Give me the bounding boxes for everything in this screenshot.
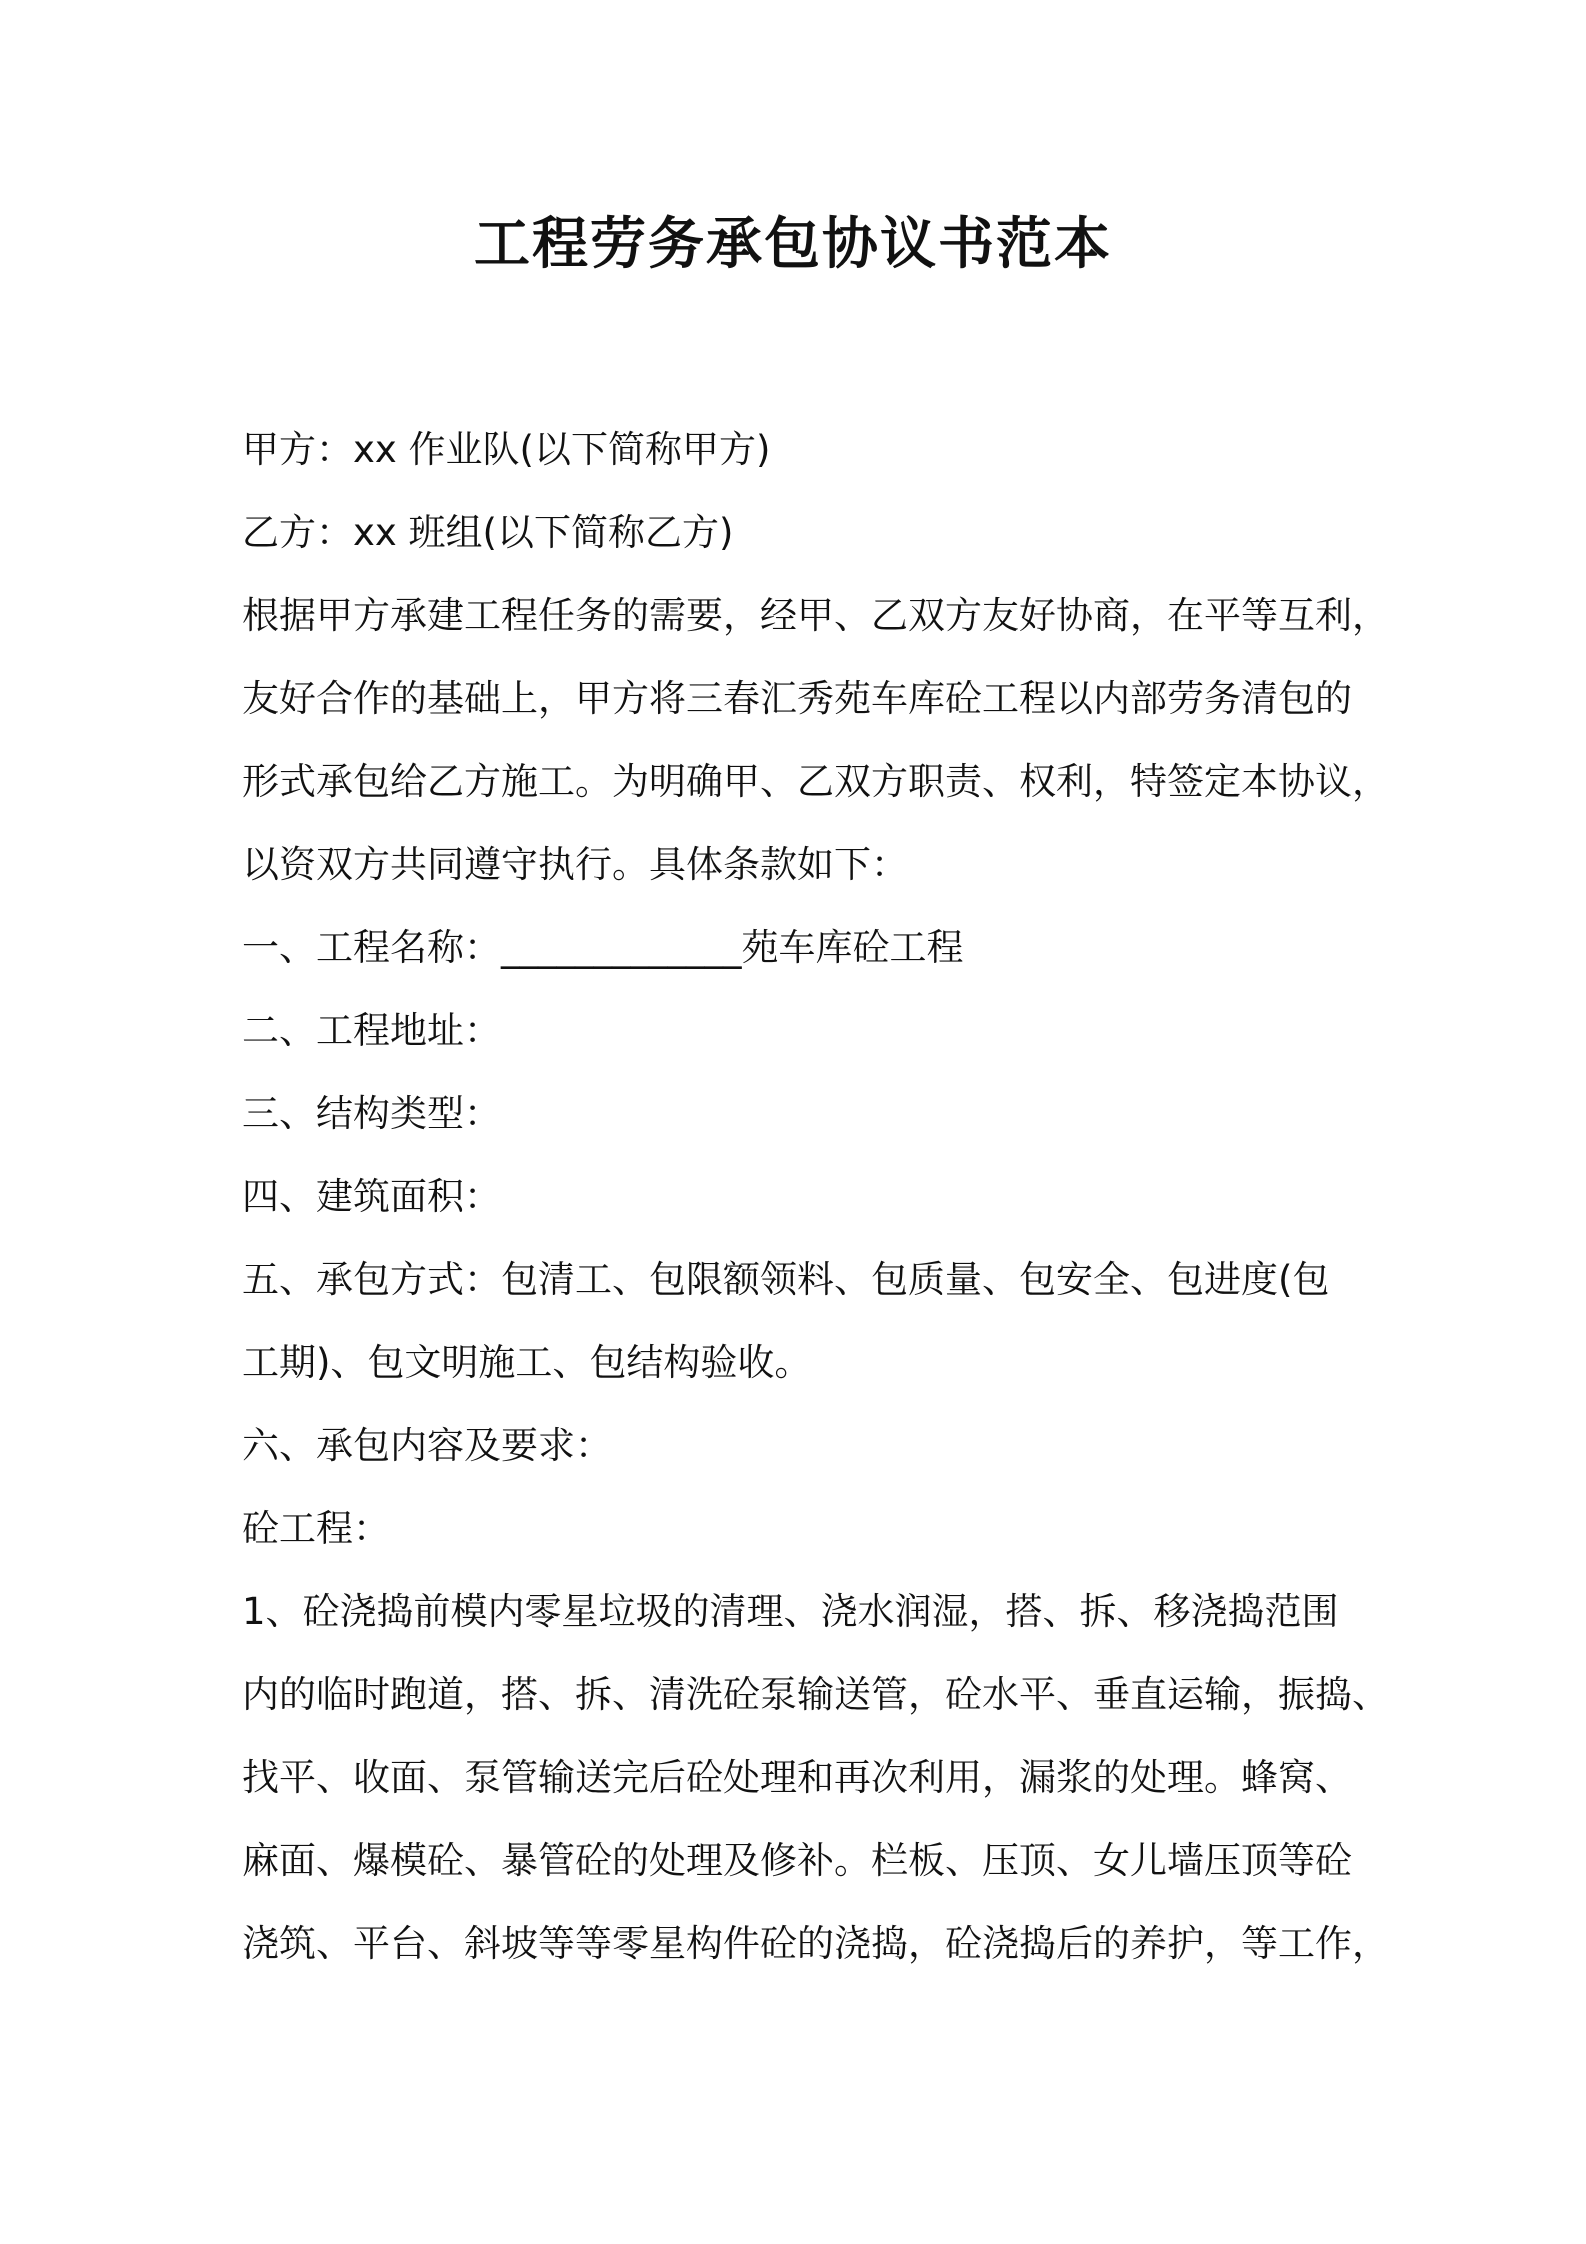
party-b-line: 乙方：xx 班组(以下简称乙方) bbox=[242, 511, 734, 554]
page-title: 工程劳务承包协议书范本 bbox=[474, 212, 1112, 277]
paragraph-line: 以资双方共同遵守执行。具体条款如下： bbox=[242, 843, 908, 886]
document-body bbox=[242, 408, 1389, 1985]
paragraph-line: 友好合作的基础上，甲方将三春汇秀苑车库砼工程以内部劳务清包的 bbox=[242, 677, 1352, 720]
clause-project-name: 一、工程名称：_____________苑车库砼工程 bbox=[242, 926, 964, 969]
party-a-line: 甲方：xx 作业队(以下简称甲方) bbox=[242, 428, 771, 471]
paragraph-line: 根据甲方承建工程任务的需要，经甲、乙双方友好协商，在平等互利， bbox=[242, 594, 1389, 637]
item-line: 麻面、爆模砼、暴管砼的处理及修补。栏板、压顶、女儿墙压顶等砼 bbox=[242, 1839, 1352, 1882]
paragraph-line: 形式承包给乙方施工。为明确甲、乙双方职责、权利，特签定本协议， bbox=[242, 760, 1389, 803]
clause-contract-method: 五、承包方式：包清工、包限额领料、包质量、包安全、包进度(包 bbox=[242, 1258, 1330, 1301]
item-line: 1、砼浇捣前模内零星垃圾的清理、浇水润湿，搭、拆、移浇捣范围 bbox=[242, 1590, 1339, 1633]
item-line: 内的临时跑道，搭、拆、清洗砼泵输送管，砼水平、垂直运输，振捣、 bbox=[242, 1673, 1389, 1716]
item-line: 浇筑、平台、斜坡等等零星构件砼的浇捣，砼浇捣后的养护，等工作， bbox=[242, 1922, 1389, 1965]
clause-contract-method-cont: 工期)、包文明施工、包结构验收。 bbox=[242, 1341, 812, 1384]
clause-structure-type: 三、结构类型： bbox=[242, 1092, 501, 1135]
clause-scope-requirements: 六、承包内容及要求： bbox=[242, 1424, 612, 1467]
clause-building-area: 四、建筑面积： bbox=[242, 1175, 501, 1218]
section-concrete-works: 砼工程： bbox=[242, 1507, 390, 1550]
item-line: 找平、收面、泵管输送完后砼处理和再次利用，漏浆的处理。蜂窝、 bbox=[242, 1756, 1352, 1799]
clause-project-address: 二、工程地址： bbox=[242, 1009, 501, 1052]
